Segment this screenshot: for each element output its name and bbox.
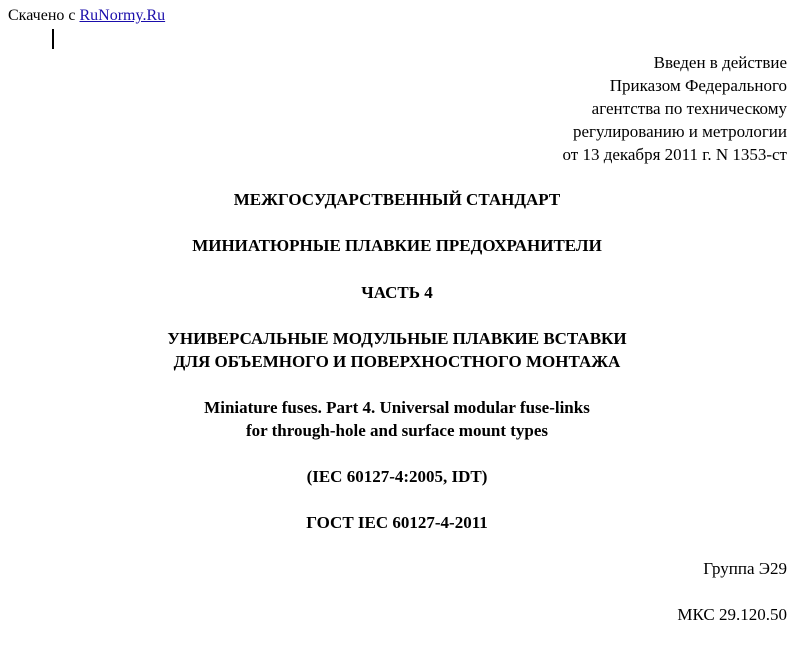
approval-line: регулированию и метрологии [572,122,787,141]
source-line [8,6,165,26]
text-cursor [52,29,54,49]
english-title-line1: Miniature fuses. Part 4. Universal modular fuse-links [204,398,590,417]
standard-title: МИНИАТЮРНЫЕ ПЛАВКИЕ ПРЕДОХРАНИТЕЛИ [192,236,602,255]
approval-block [562,51,787,166]
standard-subtitle-line2: ДЛЯ ОБЪЕМНОГО И ПОВЕРХНОСТНОГО МОНТАЖА [173,352,621,371]
standard-type: МЕЖГОСУДАРСТВЕННЫЙ СТАНДАРТ [233,190,561,209]
approval-line: Приказом Федерального [609,76,787,95]
standard-subtitle-line1: УНИВЕРСАЛЬНЫЕ МОДУЛЬНЫЕ ПЛАВКИЕ ВСТАВКИ [167,329,627,348]
iec-reference: (IEC 60127-4:2005, IDT) [306,467,488,486]
english-title-line2: for through-hole and surface mount types [245,421,549,440]
mks-code: МКС 29.120.50 [677,605,787,624]
group-code: Группа Э29 [703,559,787,578]
approval-line: от 13 декабря 2011 г. N 1353-ст [562,145,787,164]
gost-designation: ГОСТ IEC 60127-4-2011 [306,513,488,532]
source-link[interactable]: RuNormy.Ru [79,7,166,24]
approval-line: Введен в действие [653,53,787,72]
standard-part: ЧАСТЬ 4 [361,283,433,302]
source-prefix: Скачено с [8,7,76,24]
approval-line: агентства по техническому [591,99,787,118]
